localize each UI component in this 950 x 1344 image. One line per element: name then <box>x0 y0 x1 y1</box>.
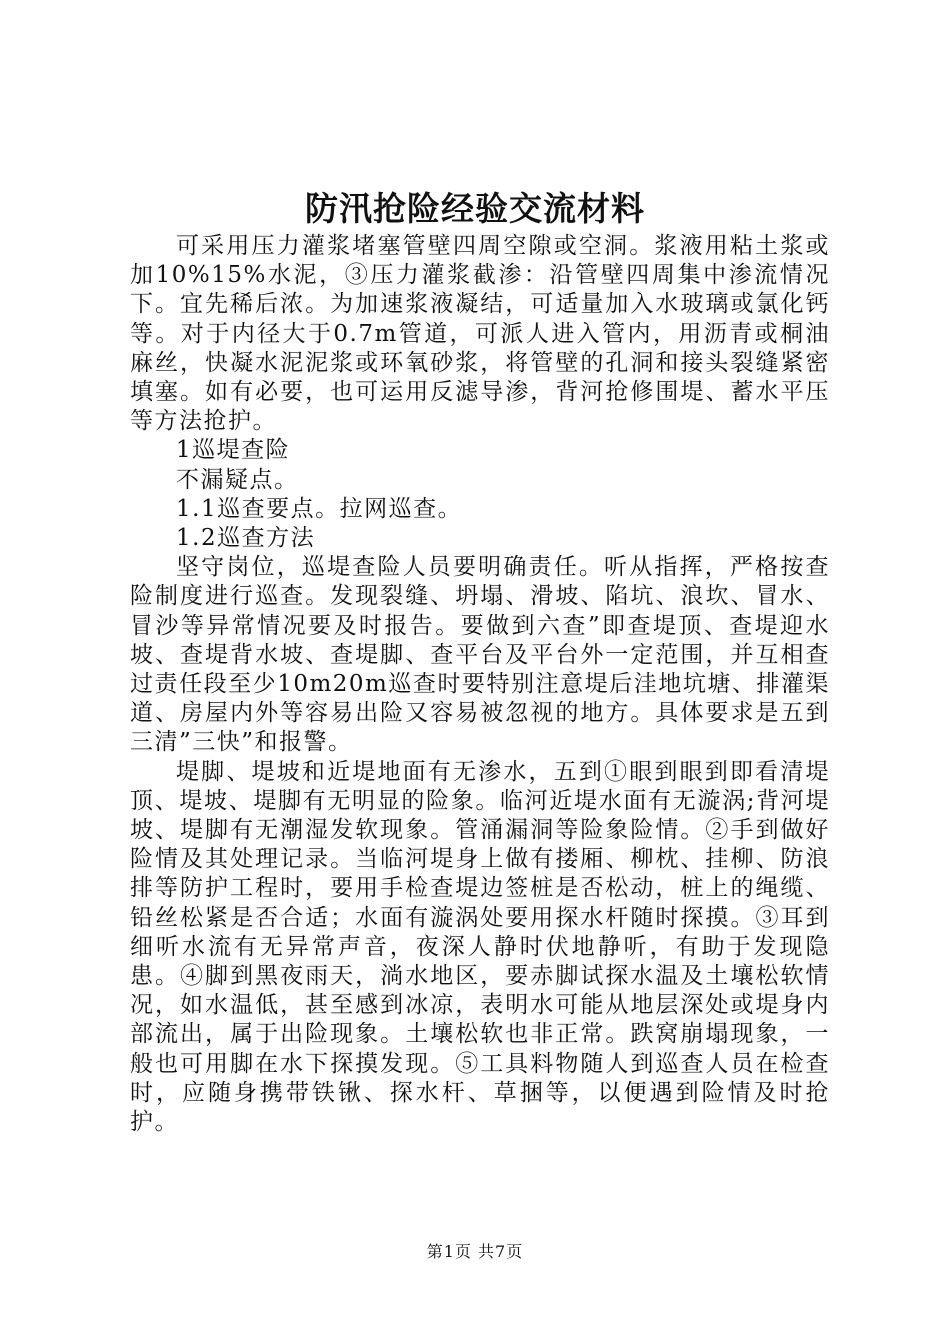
section-heading-patrol: 1巡堤查险 <box>176 437 291 464</box>
paragraph-grouting: 可采用压力灌浆堵塞管壁四周空隙或空洞。浆液用粘土浆或加10%15%水泥，③压力灌浆截渗：沿管壁四周集中渗流情况下。宜先稀后浓。为加速浆液凝结，可适量加入水玻璃或氯化钙等。对于内径大于0.7m管道，可派人进入管内，用沥青或桐油麻丝，快凝水泥泥浆或环氧砂浆，将管壁的孔洞和接头裂缝紧密填塞。如有必要，也可运用反滤导渗，背河抢修围堤、蓄水平压等方法抢护。 <box>130 233 830 435</box>
subsection-heading-key-points: 1.1巡查要点。拉网巡查。 <box>176 495 463 522</box>
subsection-heading-methods: 1.2巡查方法 <box>176 525 316 552</box>
paragraph-five-checks: 堤脚、堤坡和近堤地面有无渗水，五到①眼到眼到即看清堤顶、堤坡、堤脚有无明显的险象。临河近堤水面有无漩涡;背河堤坡、堤脚有无潮湿发软现象。管涌漏洞等险象险情。②手到做好险情及其处理记录。当临河堤身上做有搂厢、柳枕、挂柳、防浪排等防护工程时，要用手检查堤边签桩是否松动，桩上的绳缆、铅丝松紧是否合适；水面有漩涡处要用探水杆随时探摸。③耳到细听水流有无异常声音，夜深人静时伏地静听，有助于发现隐患。④脚到黑夜雨天，淌水地区，要赤脚试探水温及土壤松软情况，如水温低，甚至感到冰凉，表明水可能从地层深处或堤身内部流出，属于出险现象。土壤松软也非正常。跌窝崩塌现象，一般也可用脚在水下探摸发现。⑤工具料物随人到巡查人员在检查时，应随身携带铁锹、探水杆、草捆等，以便遇到险情及时抢护。 <box>130 758 830 1136</box>
document-body <box>130 232 830 1137</box>
page-footer: 第1页 共7页 <box>426 1242 524 1261</box>
paragraph-patrol-duties: 坚守岗位，巡堤查险人员要明确责任。听从指挥，严格按查险制度进行巡查。发现裂缝、坍塌、滑坡、陷坑、浪坎、冒水、冒沙等异常情况要及时报告。要做到六查”即查堤顶、查堤迎水坡、查堤背水坡、查堤脚、查平台及平台外一定范围，并互相查过责任段至少10m20m巡查时要特别注意堤后洼地坑塘、排灌渠道、房屋内外等容易出险又容易被忽视的地方。具体要求是五到三清”三快”和报警。 <box>130 554 830 756</box>
paragraph-no-omission: 不漏疑点。 <box>176 466 299 493</box>
document-title: 防汛抢险经验交流材料 <box>305 189 645 228</box>
